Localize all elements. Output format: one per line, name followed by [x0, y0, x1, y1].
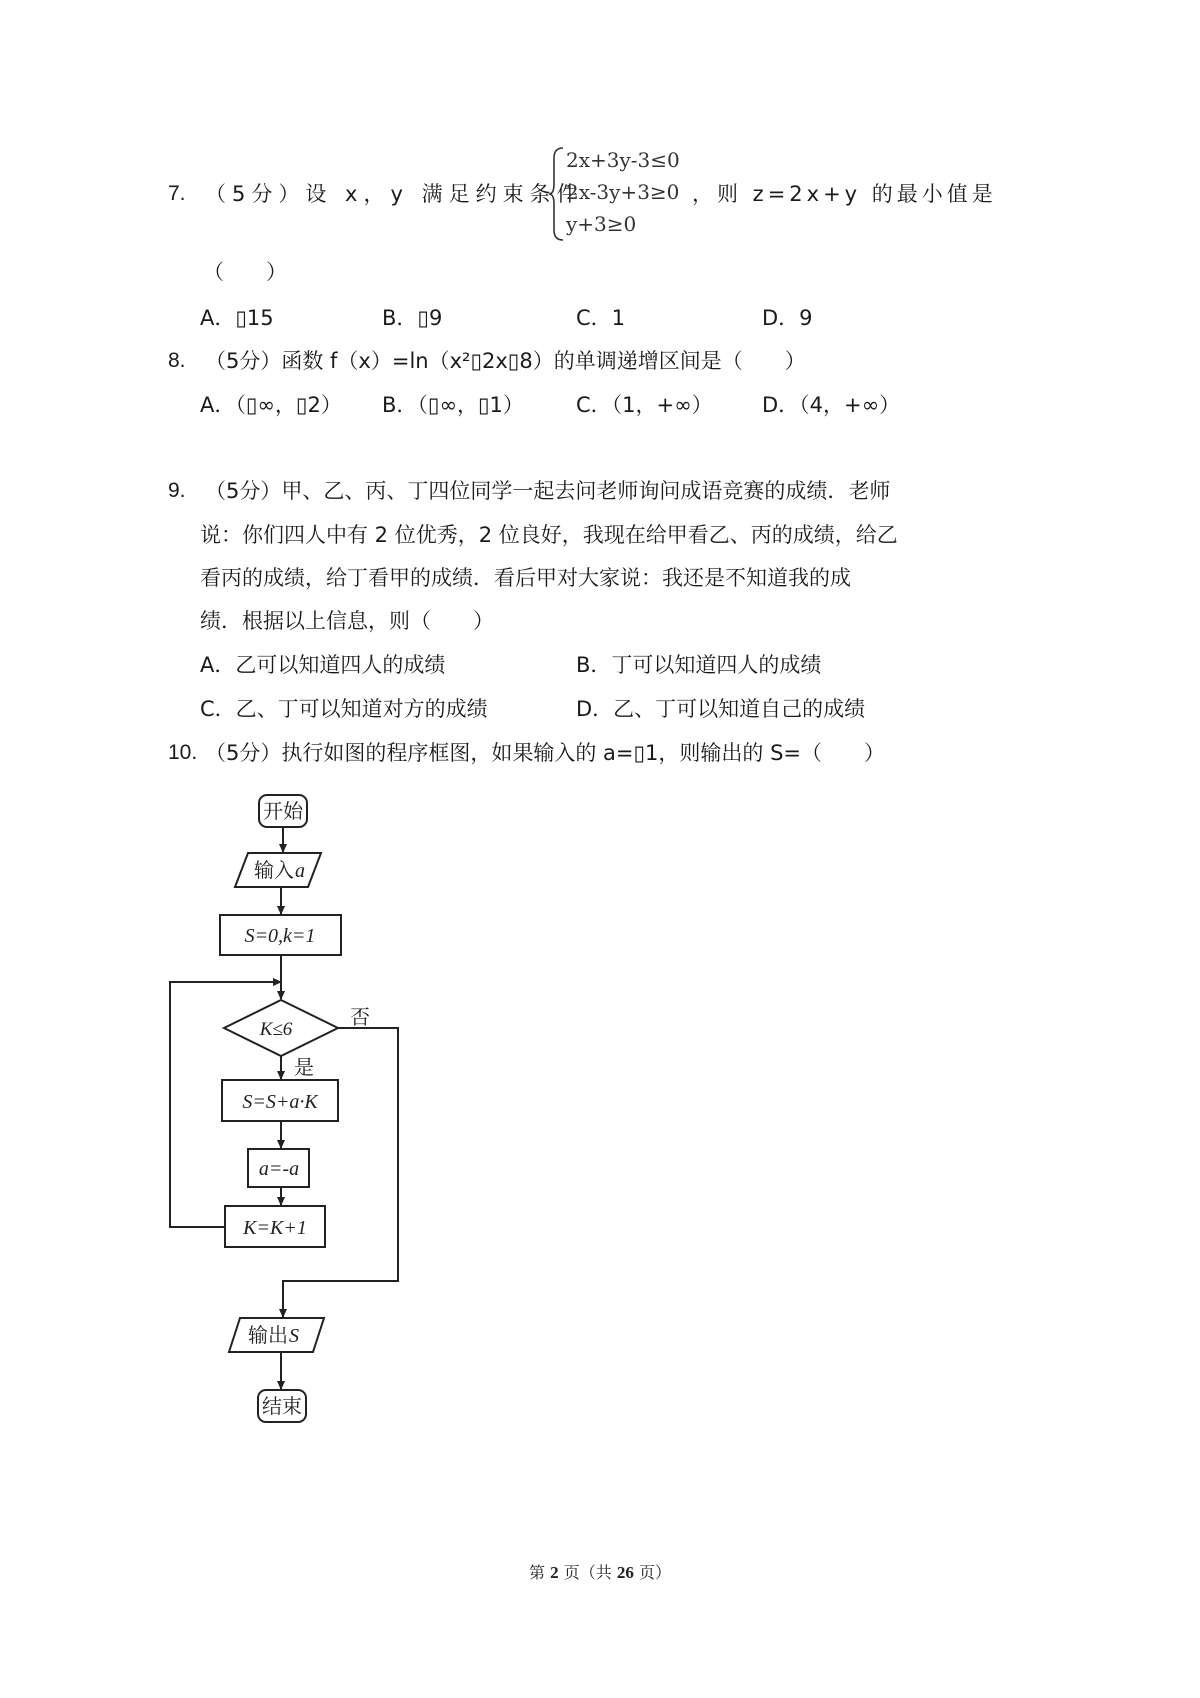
q9-option-d: D．乙、丁可以知道自己的成绩 [576, 697, 866, 721]
flow-accumulate-label: S=S+a·K [242, 1091, 318, 1113]
flow-output-text: 输出 [248, 1323, 288, 1347]
q8-stem: （5分）函数 f（x）=ln（x²▯2x▯8）的单调递增区间是（ ） [205, 349, 806, 373]
page-footer [0, 1560, 1200, 1583]
flow-start-label: 开始 [263, 799, 303, 823]
flow-input-text: 输入 [254, 858, 294, 882]
q8-option-c: C．（1，+∞） [576, 393, 713, 417]
q7-option-c: C．1 [576, 306, 626, 330]
q8-number: 8. [168, 349, 186, 372]
q7-answer-paren: （ ） [203, 260, 287, 284]
flow-increment-label: K=K+1 [243, 1217, 307, 1239]
q8-option-d: D．（4，+∞） [762, 393, 901, 417]
q9-option-c: C．乙、丁可以知道对方的成绩 [200, 697, 488, 721]
q9-stem-line-4: 绩．根据以上信息，则（ ） [200, 609, 494, 633]
flow-init-label: S=0,k=1 [244, 925, 316, 947]
q7-constraint-3: y+3≥0 [566, 212, 637, 236]
flow-decision-label: K≤6 [259, 1019, 293, 1040]
flow-negate-label: a=-a [258, 1158, 300, 1180]
flow-end-label: 结束 [262, 1394, 302, 1418]
flow-output-label [248, 1323, 299, 1347]
q9-stem-line-2: 说：你们四人中有 2 位优秀，2 位良好，我现在给甲看乙、丙的成绩，给乙 [200, 523, 898, 547]
q9-number: 9. [168, 479, 186, 502]
footer-total-pages: 26 [616, 1563, 634, 1582]
q9-stem-line-1: （5分）甲、乙、丙、丁四位同学一起去问老师询问成语竞赛的成绩．老师 [205, 479, 891, 503]
q7-option-d: D．9 [762, 306, 813, 330]
footer-prefix: 第 [529, 1563, 546, 1582]
flow-output-variable: S [289, 1325, 299, 1347]
flow-input-variable: a [295, 860, 305, 882]
q7-option-a: A．▯15 [200, 306, 274, 330]
q9-option-a: A．乙可以知道四人的成绩 [200, 653, 446, 677]
q7-constraint-2: 2x-3y+3≥0 [566, 180, 680, 204]
flow-input-label [254, 858, 305, 882]
q8-option-b: B．（▯∞，▯1） [382, 393, 524, 417]
q9-option-b: B．丁可以知道四人的成绩 [576, 653, 822, 677]
footer-middle: 页（共 [563, 1563, 612, 1582]
q7-option-b: B．▯9 [382, 306, 443, 330]
q7-stem-suffix: ，则 z=2x+y 的最小值是 [692, 182, 997, 206]
q10-number: 10. [168, 741, 198, 764]
q7-number: 7. [168, 182, 186, 205]
footer-suffix: 页） [638, 1563, 671, 1582]
q9-stem-line-3: 看丙的成绩，给丁看甲的成绩．看后甲对大家说：我还是不知道我的成 [200, 566, 851, 590]
q8-option-a: A．（▯∞，▯2） [200, 393, 342, 417]
q7-constraint-1: 2x+3y-3≤0 [566, 148, 680, 172]
q10-stem: （5分）执行如图的程序框图，如果输入的 a=▯1，则输出的 S=（ ） [205, 741, 886, 765]
q7-stem-prefix: （5分）设 x，y 满足约束条件 [205, 182, 584, 206]
footer-page-number: 2 [550, 1563, 559, 1582]
flow-yes-label: 是 [294, 1055, 314, 1079]
flow-no-label: 否 [350, 1005, 370, 1029]
